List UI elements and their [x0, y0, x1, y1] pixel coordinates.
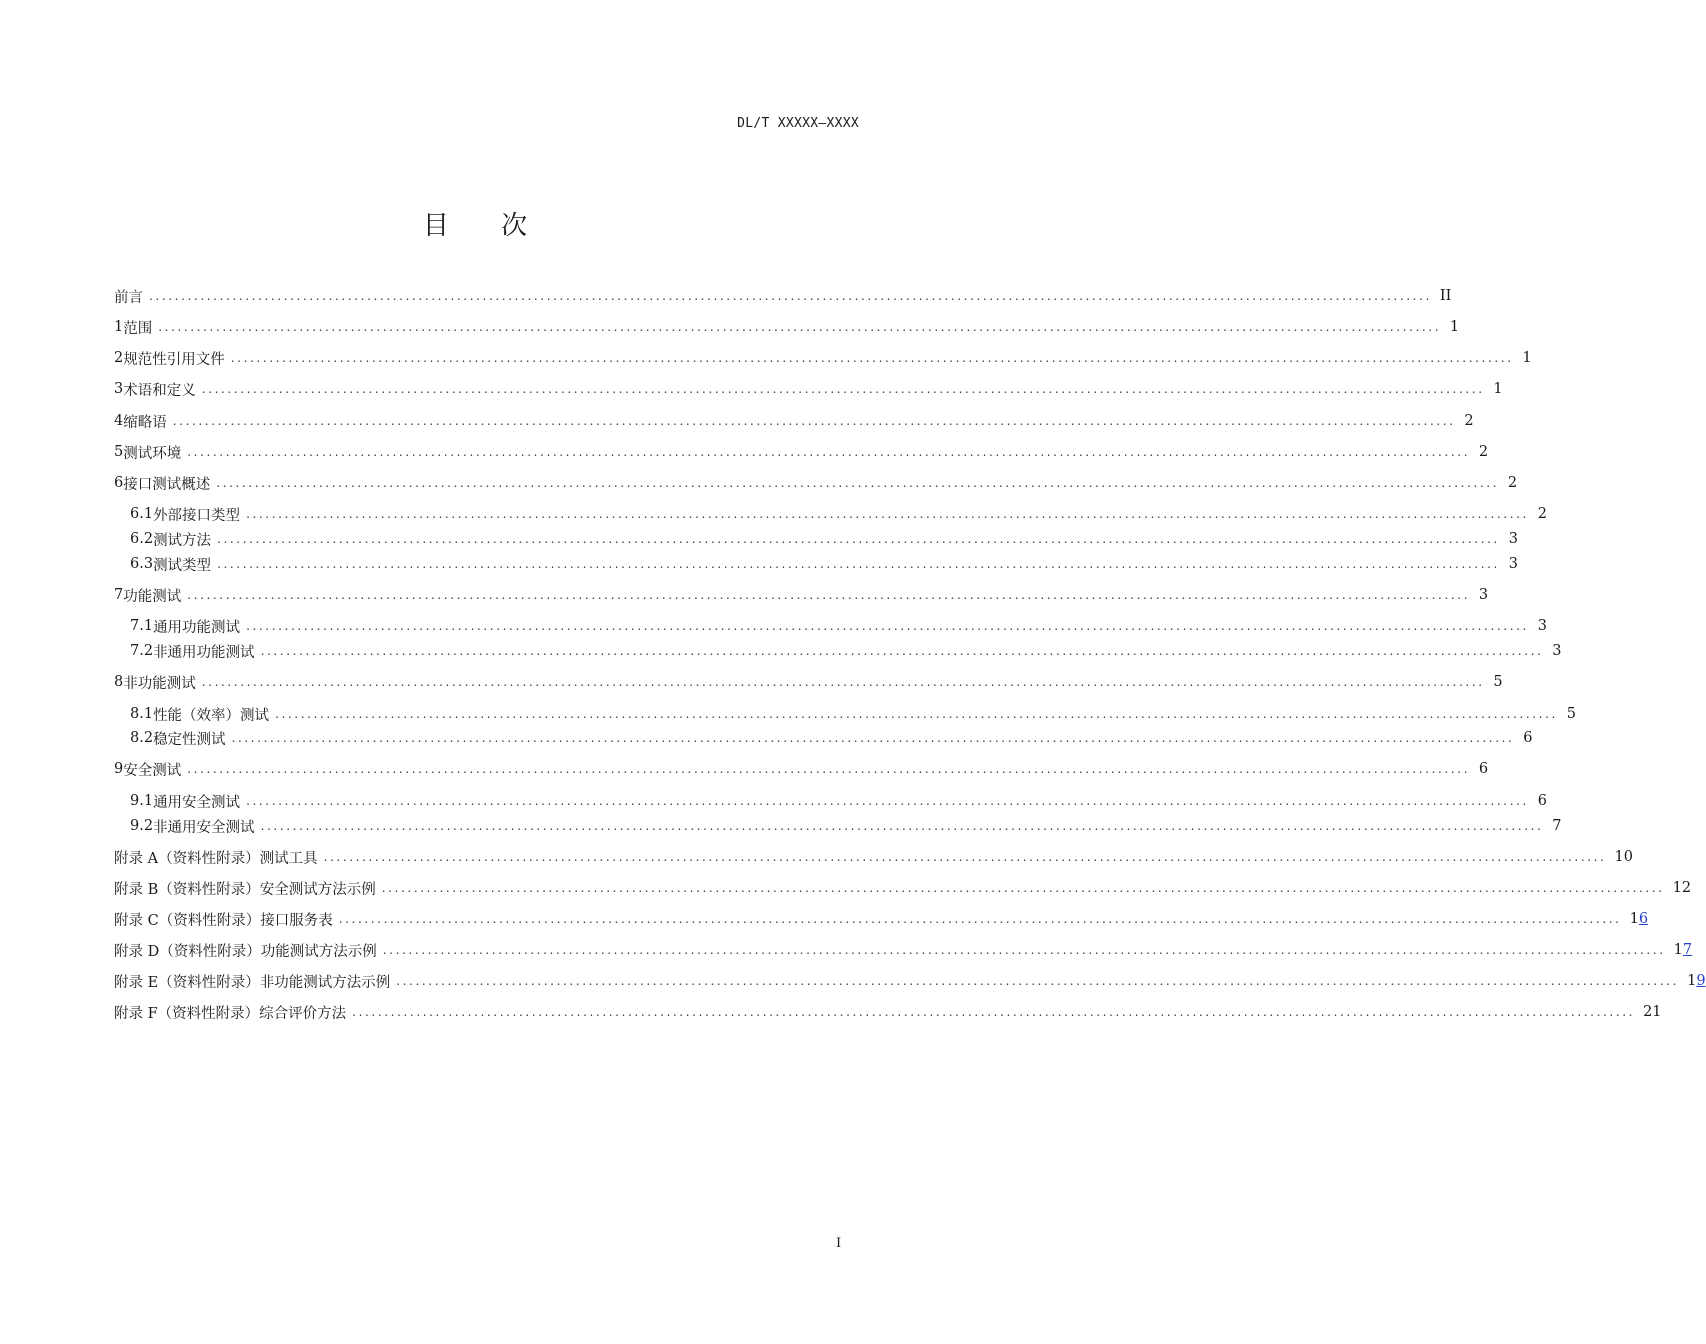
toc-entry-number: 6.2 [130, 531, 154, 547]
toc-entry-number: 8.2 [130, 730, 154, 746]
dot-leader: ........................................................................................................................................................................................................ [217, 532, 1500, 546]
page-title: 目 次 [422, 211, 550, 241]
dot-leader: ........................................................................................................................................................................................................ [246, 507, 1529, 521]
toc-entry-label: 安全测试 [123, 762, 182, 779]
dot-leader: ........................................................................................................................................................................................................ [246, 794, 1529, 808]
toc-entry-label: 缩略语 [123, 414, 167, 431]
toc-entry-number: 9.2 [130, 818, 154, 834]
toc-entry-number: 3 [114, 381, 124, 397]
dot-leader: ........................................................................................................................................................................................................ [216, 476, 1500, 490]
dot-leader: ........................................................................................................................................................................................................ [381, 881, 1665, 895]
toc-entry-label: 性能（效率）测试 [153, 707, 270, 724]
toc-entry[interactable] [114, 347, 1532, 369]
toc-entry-label: 非功能测试 [123, 675, 196, 692]
toc-entry-number: 6.3 [130, 556, 154, 572]
toc-entry-label: 测试环境 [123, 445, 182, 462]
toc-entry[interactable] [114, 472, 1518, 494]
toc-entry-page: 5 [1566, 706, 1576, 722]
dot-leader: ........................................................................................................................................................................................................ [338, 912, 1622, 926]
toc-entry-label: 测试类型 [153, 557, 212, 574]
toc-entry[interactable] [114, 584, 1489, 606]
toc-entry-page: 12 [1672, 880, 1692, 896]
toc-entry-appendix: 附录 D（资料性附录） [114, 943, 261, 960]
toc-entry-page: 3 [1552, 643, 1562, 659]
toc-entry-page: 10 [1614, 849, 1633, 865]
toc-entry-label: 非功能测试方法示例 [259, 974, 391, 991]
toc-entry-page [1687, 973, 1705, 989]
toc-entry-page: 1 [1522, 350, 1532, 366]
toc-entry-page: 6 [1523, 730, 1533, 746]
toc-entry-page: 2 [1478, 444, 1489, 460]
dot-leader: ........................................................................................................................................................................................................ [187, 588, 1471, 602]
toc-entry[interactable] [130, 615, 1547, 637]
toc-entry-number: 1 [114, 319, 124, 335]
dot-leader: ........................................................................................................................................................................................................ [230, 351, 1514, 365]
dot-leader: ........................................................................................................................................................................................................ [217, 557, 1500, 571]
toc-entry-number: 4 [114, 413, 124, 429]
toc-entry[interactable] [114, 908, 1649, 930]
page-link-digit[interactable]: 9 [1696, 973, 1706, 989]
toc-entry[interactable] [114, 671, 1503, 693]
toc-entry-label: 非通用功能测试 [153, 644, 255, 661]
toc-entry[interactable] [114, 939, 1693, 961]
toc-entry-number: 7 [114, 587, 124, 603]
toc-entry[interactable] [114, 758, 1489, 780]
toc-entry-label: 功能测试方法示例 [260, 943, 377, 960]
toc-entry-appendix: 附录 E（资料性附录） [114, 974, 260, 991]
toc-entry-page: II [1439, 288, 1452, 304]
page-link-digit[interactable]: 7 [1682, 942, 1693, 958]
toc-entry-number: 8 [114, 674, 124, 690]
toc-entry[interactable] [114, 441, 1489, 463]
dot-leader: ........................................................................................................................................................................................................ [323, 850, 1607, 864]
toc-entry-label: 非通用安全测试 [153, 819, 255, 836]
toc-entry-label: 通用功能测试 [153, 619, 241, 636]
toc-entry-page: 1 [1449, 319, 1460, 335]
dot-leader: ........................................................................................................................................................................................................ [231, 731, 1515, 745]
dot-leader: ........................................................................................................................................................................................................ [187, 445, 1471, 459]
toc-entry[interactable] [130, 640, 1562, 662]
page-digit: 1 [1629, 911, 1639, 927]
toc-entry-page: 3 [1537, 618, 1547, 634]
dot-leader: ........................................................................................................................................................................................................ [149, 289, 1432, 303]
dot-leader: ........................................................................................................................................................................................................ [352, 1005, 1636, 1019]
toc-entry-page: 21 [1643, 1004, 1662, 1020]
toc-entry-label: 范围 [123, 320, 153, 337]
toc-entry[interactable] [114, 316, 1460, 338]
dot-leader: ........................................................................................................................................................................................................ [158, 320, 1442, 334]
toc-entry[interactable] [130, 503, 1547, 525]
toc-entry-number: 9.1 [130, 793, 154, 809]
toc-entry-appendix: 附录 B（资料性附录） [114, 881, 260, 898]
toc-entry[interactable] [130, 727, 1533, 749]
toc-entry-page: 6 [1537, 793, 1547, 809]
toc-entry[interactable] [130, 703, 1576, 725]
toc-entry-number: 8.1 [130, 706, 154, 722]
toc-entry-page: 3 [1508, 531, 1518, 547]
dot-leader: ........................................................................................................................................................................................................ [396, 974, 1680, 988]
toc-entry-label: 前言 [114, 289, 143, 306]
page-digit: 1 [1673, 942, 1683, 958]
toc-entry-label: 功能测试 [123, 588, 182, 605]
dot-leader: ........................................................................................................................................................................................................ [275, 707, 1558, 721]
toc-entry-label: 外部接口类型 [153, 507, 241, 524]
toc-entry-label: 安全测试方法示例 [259, 881, 376, 898]
toc-entry[interactable] [114, 410, 1474, 432]
toc-entry-page [1674, 942, 1692, 958]
toc-entry-label: 接口服务表 [260, 912, 333, 929]
document-code: DL/T XXXXX—XXXX [737, 116, 859, 131]
toc-entry-page: 3 [1508, 556, 1518, 572]
dot-leader: ........................................................................................................................................................................................................ [260, 819, 1544, 833]
toc-entry-page: 2 [1464, 413, 1474, 429]
toc-entry-page: 7 [1552, 818, 1562, 834]
toc-entry-page: 2 [1507, 475, 1518, 491]
toc-entry-page: 1 [1493, 381, 1503, 397]
toc-entry-number: 9 [114, 761, 124, 777]
toc-entry-label: 术语和定义 [123, 382, 196, 399]
toc-entry-number: 6.1 [130, 506, 154, 522]
toc-entry-number: 5 [114, 444, 124, 460]
dot-leader: ........................................................................................................................................................................................................ [172, 414, 1456, 428]
toc-entry-page: 3 [1478, 587, 1489, 603]
toc-entry-page: 5 [1493, 674, 1503, 690]
toc-entry-page: 2 [1537, 506, 1547, 522]
toc-entry-number: 7.2 [130, 643, 154, 659]
toc-entry-number: 7.1 [130, 618, 154, 634]
toc-entry-page [1630, 911, 1648, 927]
toc-entry-appendix: 附录 F（资料性附录） [114, 1005, 260, 1022]
page-digit: 1 [1687, 973, 1697, 989]
toc-entry-appendix: 附录 C（资料性附录） [114, 912, 261, 929]
toc-entry-label: 测试工具 [259, 850, 318, 867]
dot-leader: ........................................................................................................................................................................................................ [260, 644, 1544, 658]
toc-entry-label: 规范性引用文件 [123, 351, 225, 368]
page-link-digit[interactable]: 6 [1638, 911, 1649, 927]
toc-entry[interactable] [130, 528, 1518, 550]
dot-leader: ........................................................................................................................................................................................................ [187, 762, 1471, 776]
toc-entry-label: 接口测试概述 [123, 476, 211, 493]
toc-entry[interactable] [114, 378, 1503, 400]
page-number: I [836, 1236, 842, 1251]
toc-entry-page: 6 [1478, 761, 1489, 777]
toc-entry[interactable] [114, 1001, 1662, 1023]
dot-leader: ........................................................................................................................................................................................................ [201, 382, 1485, 396]
dot-leader: ........................................................................................................................................................................................................ [201, 675, 1485, 689]
toc-entry-appendix: 附录 A（资料性附录） [114, 850, 260, 867]
toc-entry[interactable] [114, 285, 1452, 307]
toc-entry-label: 通用安全测试 [153, 794, 241, 811]
dot-leader: ........................................................................................................................................................................................................ [382, 943, 1666, 957]
toc-entry[interactable] [130, 815, 1562, 837]
toc-entry-label: 稳定性测试 [153, 731, 226, 748]
toc-entry-label: 综合评价方法 [259, 1005, 347, 1022]
toc-entry-label: 测试方法 [153, 532, 212, 549]
toc-entry[interactable] [130, 553, 1518, 575]
toc-entry[interactable] [114, 877, 1692, 899]
toc-entry[interactable] [114, 846, 1633, 868]
toc-entry-number: 6 [114, 475, 124, 491]
toc-entry[interactable] [114, 970, 1706, 992]
dot-leader: ........................................................................................................................................................................................................ [246, 619, 1529, 633]
toc-entry[interactable] [130, 790, 1547, 812]
toc-entry-number: 2 [114, 350, 124, 366]
